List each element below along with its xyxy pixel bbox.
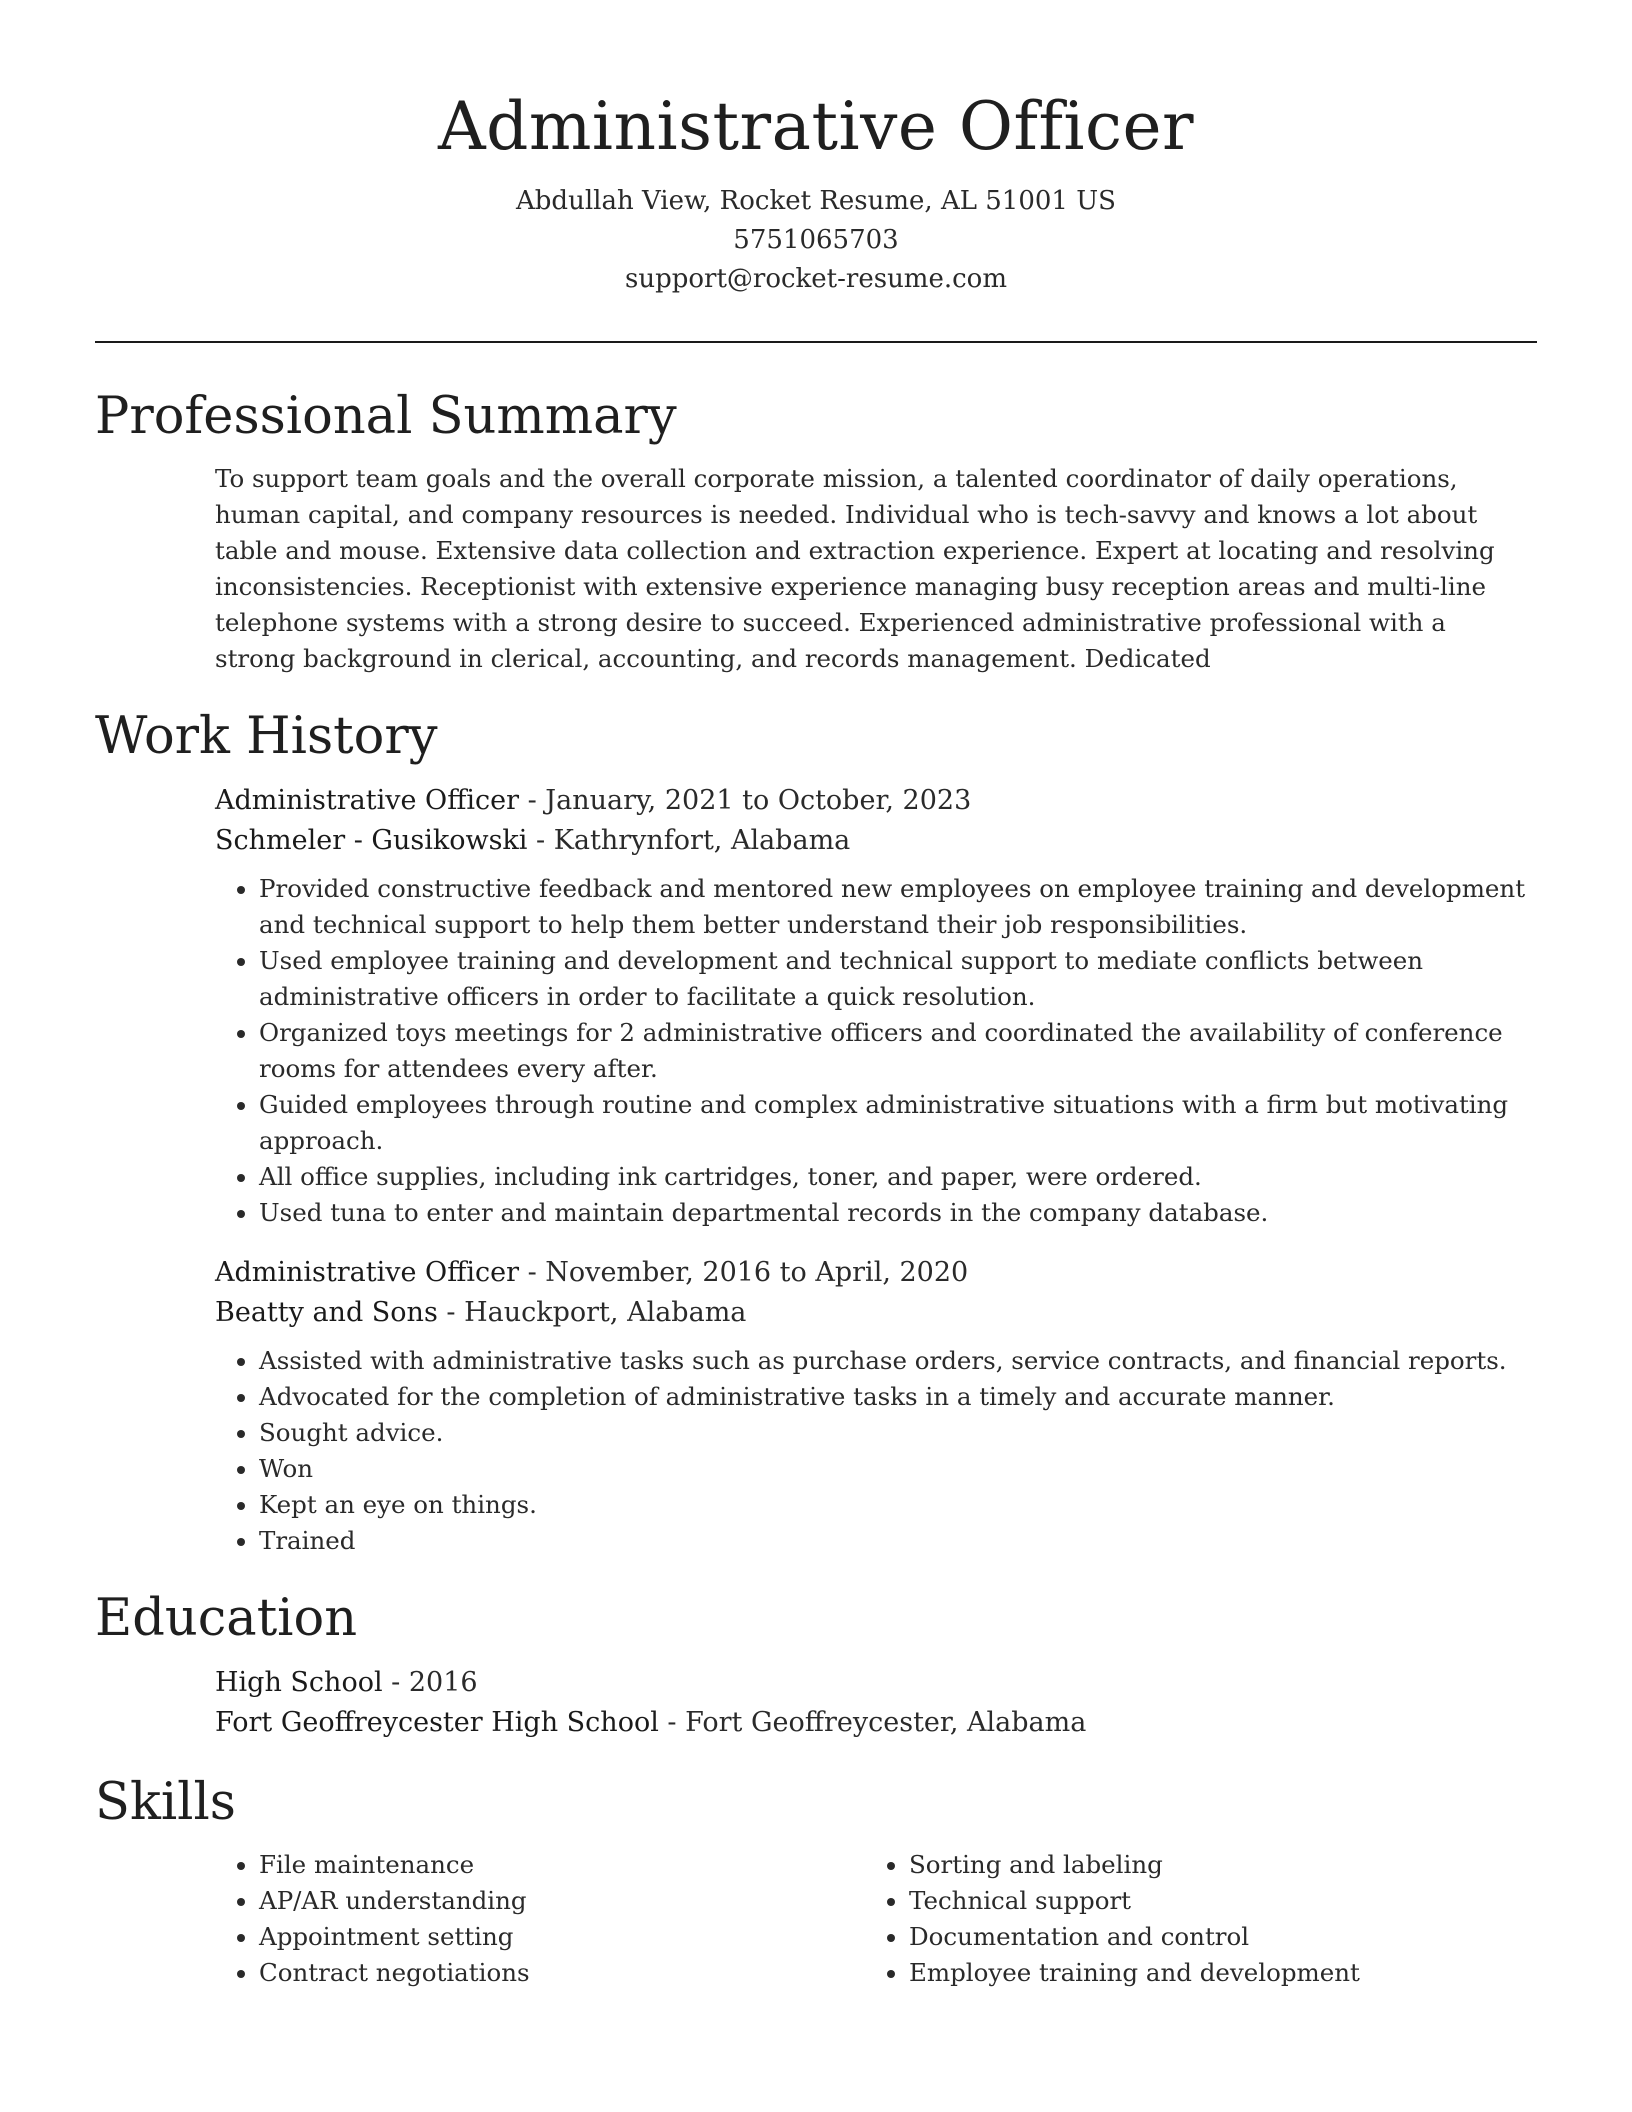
- job-bullet: • Guided employees through routine and complex administrative situations with a firm but motivating approach.: [259, 1087, 1533, 1159]
- work-history-title: Work History: [95, 707, 438, 766]
- job-company: Schmeler - Gusikowski: [215, 825, 528, 856]
- skill-item: • Appointment setting: [259, 1919, 865, 1955]
- address: Abdullah View, Rocket Resume, AL 51001 US: [516, 186, 1116, 216]
- job-bullet: • Used tuna to enter and maintain departmental records in the company database.: [259, 1195, 1533, 1231]
- skill-item: • Technical support: [909, 1883, 1515, 1919]
- summary-section: [95, 385, 1537, 677]
- job-bullet: • Trained: [259, 1523, 1533, 1559]
- skill-item: • Employee training and development: [909, 1955, 1515, 1991]
- job-dates: - January, 2021 to October, 2023: [519, 785, 972, 816]
- skills-column-right: [865, 1847, 1515, 1991]
- job-dates: - November, 2016 to April, 2020: [519, 1257, 969, 1288]
- degree: High School: [215, 1667, 383, 1698]
- job-bullet: • Provided constructive feedback and mentored new employees on employee training and development and technical support to help them better understand their job responsibilities.: [259, 871, 1533, 943]
- job-bullet: • Advocated for the completion of administrative tasks in a timely and accurate manner.: [259, 1379, 1533, 1415]
- job-bullets: [215, 1343, 1533, 1559]
- skill-item: • Contract negotiations: [259, 1955, 865, 1991]
- school-location: - Fort Geoffreycester, Alabama: [658, 1707, 1087, 1738]
- skill-item: • AP/AR understanding: [259, 1883, 865, 1919]
- job-bullets: [215, 871, 1533, 1231]
- work-history-section: [95, 705, 1537, 1559]
- summary-text: To support team goals and the overall corporate mission, a talented coordinator of daily operations, human capital, and company resources is needed. Individual who is tech-savvy and knows a lot about table and mouse. Extensive data collection and extraction experience. Expert at locating and resolving inconsistencies. Receptionist with extensive experience managing busy reception areas and multi-line telephone systems with a strong desire to succeed. Experienced administrative professional with a strong background in clerical, accounting, and records management. Dedicated: [215, 464, 1495, 673]
- phone-number: 5751065703: [733, 225, 899, 255]
- job-company-line: [215, 1293, 1533, 1333]
- skills-list: [865, 1847, 1515, 1991]
- skill-item: • Sorting and labeling: [909, 1847, 1515, 1883]
- email-address: support@rocket-resume.com: [624, 264, 1007, 294]
- job-title-line: [215, 781, 1533, 821]
- job-title-line: [215, 1253, 1533, 1293]
- job-bullet: • Won: [259, 1451, 1533, 1487]
- education-section: [95, 1587, 1537, 1743]
- job-entry: [215, 1253, 1533, 1559]
- job-company-line: [215, 821, 1533, 861]
- degree-line: [215, 1663, 1533, 1703]
- resume-header: [95, 82, 1537, 299]
- skill-item: • File maintenance: [259, 1847, 865, 1883]
- job-bullet: • Kept an eye on things.: [259, 1487, 1533, 1523]
- job-location: - Kathrynfort, Alabama: [527, 825, 851, 856]
- job-role: Administrative Officer: [215, 785, 520, 816]
- summary-body: [95, 461, 1537, 677]
- summary-title: Professional Summary: [95, 387, 677, 446]
- skills-body: [95, 1847, 1537, 1991]
- skills-list: [215, 1847, 865, 1991]
- skill-item: • Documentation and control: [909, 1919, 1515, 1955]
- job-location: - Hauckport, Alabama: [437, 1297, 747, 1328]
- skills-section: [95, 1771, 1537, 1991]
- job-role: Administrative Officer: [215, 1257, 520, 1288]
- job-company: Beatty and Sons: [215, 1297, 438, 1328]
- header-divider: [95, 341, 1537, 343]
- skills-column-left: [215, 1847, 865, 1991]
- education-title: Education: [95, 1589, 358, 1648]
- job-bullet: • Used employee training and development and technical support to mediate conflicts between administrative officers in order to facilitate a quick resolution.: [259, 943, 1533, 1015]
- skills-title: Skills: [95, 1773, 236, 1832]
- job-bullet: • Organized toys meetings for 2 administrative officers and coordinated the availability of conference rooms for attendees every after.: [259, 1015, 1533, 1087]
- candidate-name: Administrative Officer: [437, 88, 1195, 165]
- skills-grid: [215, 1847, 1533, 1991]
- work-history-body: [95, 781, 1537, 1559]
- education-body: [95, 1663, 1537, 1743]
- job-bullet: • Assisted with administrative tasks such as purchase orders, service contracts, and financial reports.: [259, 1343, 1533, 1379]
- school-line: [215, 1703, 1533, 1743]
- school-name: Fort Geoffreycester High School: [215, 1707, 659, 1738]
- graduation-year: - 2016: [382, 1667, 478, 1698]
- job-bullet: • Sought advice.: [259, 1415, 1533, 1451]
- contact-info: [95, 182, 1537, 299]
- job-entry: [215, 781, 1533, 1231]
- job-bullet: • All office supplies, including ink cartridges, toner, and paper, were ordered.: [259, 1159, 1533, 1195]
